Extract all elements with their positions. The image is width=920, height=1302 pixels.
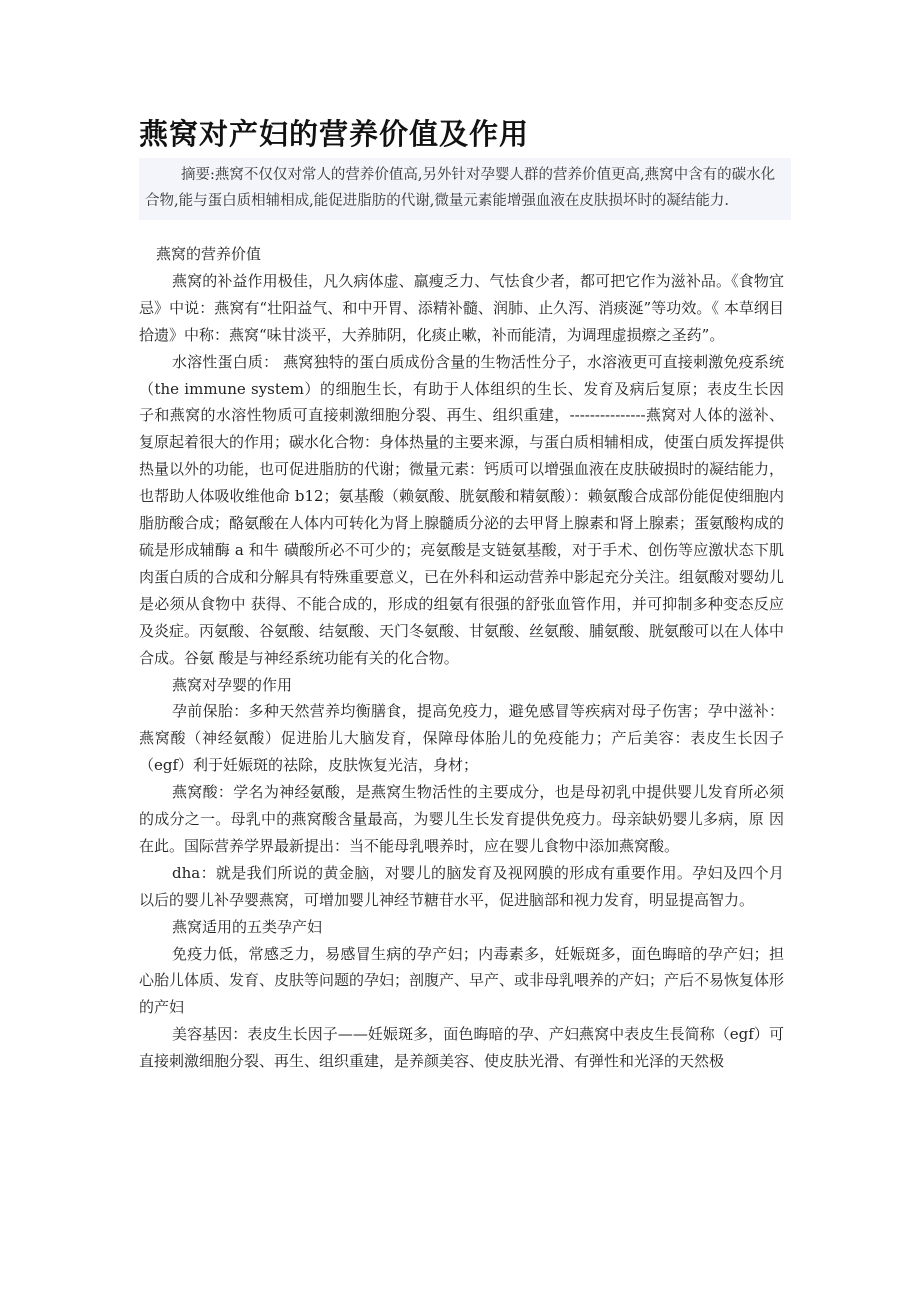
- paragraph-beauty-gene: 美容基因：表皮生长因子——妊娠斑多，面色晦暗的孕、产妇燕窝中表皮生長简称（egf）可直接刺激细胞分裂、再生、组织重建，是养颜美容、使皮肤光滑、有弹性和光泽的天然极: [139, 1025, 784, 1071]
- document-title: 燕窝对产妇的营养价值及作用: [139, 117, 530, 151]
- document-body: [139, 241, 784, 1075]
- paragraph-sialic-acid: 燕窝酸：学名为神经氨酸，是燕窝生物活性的主要成分，也是母初乳中提供婴儿发育所必须的成分之一。母乳中的燕窝酸含量最高，为婴儿生长发育提供免疫力。母亲缺奶婴儿多病，原 因在此。国际营养学界最新提出：当不能母乳喂养时，应在婴儿食物中添加燕窝酸。: [139, 783, 784, 855]
- section-heading-nutrition-value: 燕窝的营养价值: [156, 245, 262, 263]
- paragraph-dha: dha：就是我们所说的黄金脑，对婴儿的脑发育及视网膜的形成有重要作用。孕妇及四个月以后的婴儿补孕婴燕窝，可增加婴儿神经节糖苷水平，促进脑部和视力发育，明显提高智力。: [139, 863, 784, 909]
- section-heading-pregnancy-effect: 燕窝对孕婴的作用: [172, 675, 293, 694]
- abstract-box: [139, 158, 791, 220]
- paragraph-water-soluble-protein: 水溶性蛋白质： 燕窝独特的蛋白质成份含量的生物活性分子，水溶液更可直接刺激免疫系统（the immune system）的细胞生长，有助于人体组织的生长、发育及病后复原；表皮生长因 子和燕窝的水溶性物质可直接刺激细胞分裂、再生、组织重建，---------------燕窝对人体的滋补、复原起着很大的作用；碳水化合物：身体热量的主要来源，与蛋白质相辅相成，使蛋白质发挥提供热量以外的功能，也可促进脂肪的代谢；微量元素：钙质可以增强血液在皮肤破损时的凝结能力，也帮助人体吸收维他命 b12；氨基酸（赖氨酸、胱氨酸和精氨酸）：赖氨酸合成部份能促使细胞内脂肪酸合成；酪氨酸在人体内可转化为肾上腺髓质分泌的去甲肾上腺素和肾上腺素；蛋氨酸构成的硫是形成辅酶 a 和牛 磺酸所必不可少的；亮氨酸是支链氨基酸，对于手术、创伤等应激状态下肌肉蛋白质的合成和分解具有特殊重要意义，已在外科和运动营养中影起充分关注。组氨酸对婴幼儿是必须从食物中 获得、不能合成的，形成的组氨有很强的舒张血管作用，并可抑制多种变态反应及炎症。丙氨酸、谷氨酸、结氨酸、天门冬氨酸、甘氨酸、丝氨酸、脯氨酸、胱氨酸可以在人体中合成。谷氨 酸是与神经系统功能有关的化合物。: [139, 352, 785, 667]
- section-heading-five-types: 燕窝适用的五类孕产妇: [172, 917, 323, 936]
- paragraph-pregnancy-care: 孕前保胎：多种天然营养均衡膳食，提高免疫力，避免感冒等疾病对母子伤害；孕中滋补：燕窝酸（神经氨酸）促进胎儿大脑发育，保障母体胎儿的免疫能力；产后美容：表皮生长因子（egf）利于妊娠斑的祛除，皮肤恢复光洁，身材；: [139, 702, 784, 775]
- abstract-text: 摘要:燕窝不仅仅对常人的营养价值高,另外针对孕婴人群的营养价值更高,燕窝中含有的碳水化合物,能与蛋白质相辅相成,能促进脂肪的代谢,微量元素能增强血液在皮肤损坏时的凝结能力.: [145, 167, 776, 209]
- paragraph-five-types: 免疫力低，常感乏力，易感冒生病的孕产妇；内毒素多，妊娠斑多，面色晦暗的孕产妇；担心胎儿体质、发育、皮肤等问题的孕妇；剖腹产、早产、或非母乳喂养的产妇；产后不易恢复体形的产妇: [139, 944, 785, 1017]
- paragraph-tonic-effect: 燕窝的补益作用极佳，凡久病体虚、羸瘦乏力、气怯食少者，都可把它作为滋补品。《食物宜忌》中说：燕窝有“壮阳益气、和中开胃、添精补髓、润肺、止久泻、消痰涎”等功效。《 本草纲目拾遗》中称：燕窝“味甘淡平，大养肺阴，化痰止嗽，补而能清，为调理虚损瘵之圣药”。: [139, 271, 784, 344]
